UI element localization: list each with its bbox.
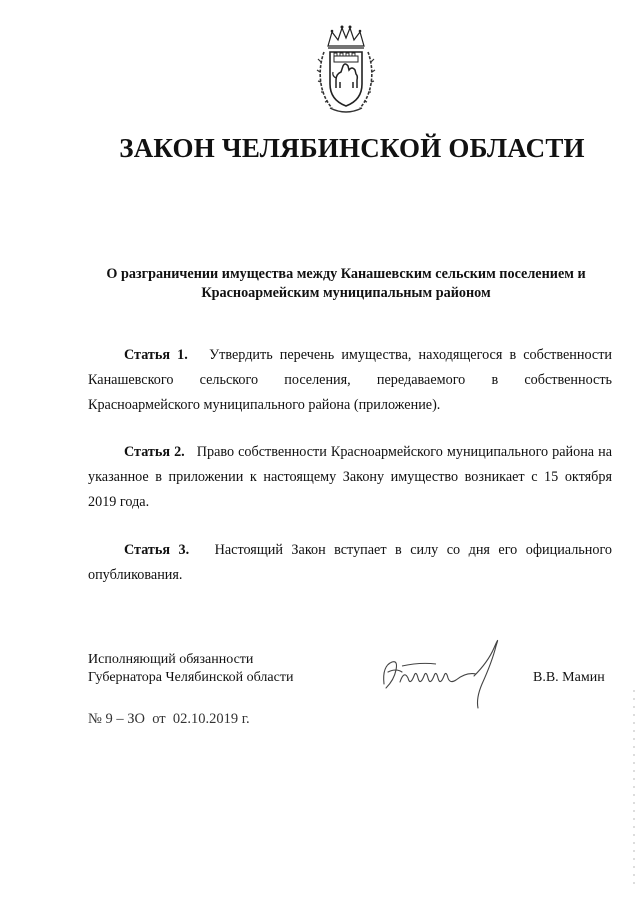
signer-position-line-1: Исполняющий обязанности xyxy=(88,652,254,667)
signer-name: В.В. Мамин xyxy=(533,670,605,685)
signer-position-line-2: Губернатора Челябинской области xyxy=(88,670,294,685)
article-3-heading: Статья 3. xyxy=(124,542,190,558)
signer-position xyxy=(88,651,293,687)
article-2-text: Право собственности Красноармейского муниципального района на указанное в приложении к настоящему Закону имущество возникает с 15 октября 2019 года. xyxy=(88,444,613,510)
article-1-text: Утвердить перечень имущества, находящегося в собственности Канашевского сельского поселения, передаваемого в собственность Красноармейского муниципального района (приложение). xyxy=(88,347,612,413)
document-number: № 9 – ЗО от 02.10.2019 г. xyxy=(88,711,250,727)
coat-of-arms-icon xyxy=(314,22,378,118)
article-1 xyxy=(88,343,612,418)
scan-edge-mark xyxy=(633,690,635,890)
signature-icon xyxy=(376,632,506,712)
subtitle-line-1: О разграничении имущества между Канашевским сельским поселением и xyxy=(106,266,586,282)
article-3 xyxy=(88,538,612,588)
document-subtitle xyxy=(70,265,622,303)
document-title: ЗАКОН ЧЕЛЯБИНСКОЙ ОБЛАСТИ xyxy=(119,133,585,163)
article-3-text: Настоящий Закон вступает в силу со дня его официального опубликования. xyxy=(88,542,613,583)
article-1-heading: Статья 1. xyxy=(124,347,188,363)
article-2 xyxy=(88,440,612,515)
subtitle-line-2: Красноармейским муниципальным районом xyxy=(201,285,491,301)
article-2-heading: Статья 2. xyxy=(124,444,185,460)
